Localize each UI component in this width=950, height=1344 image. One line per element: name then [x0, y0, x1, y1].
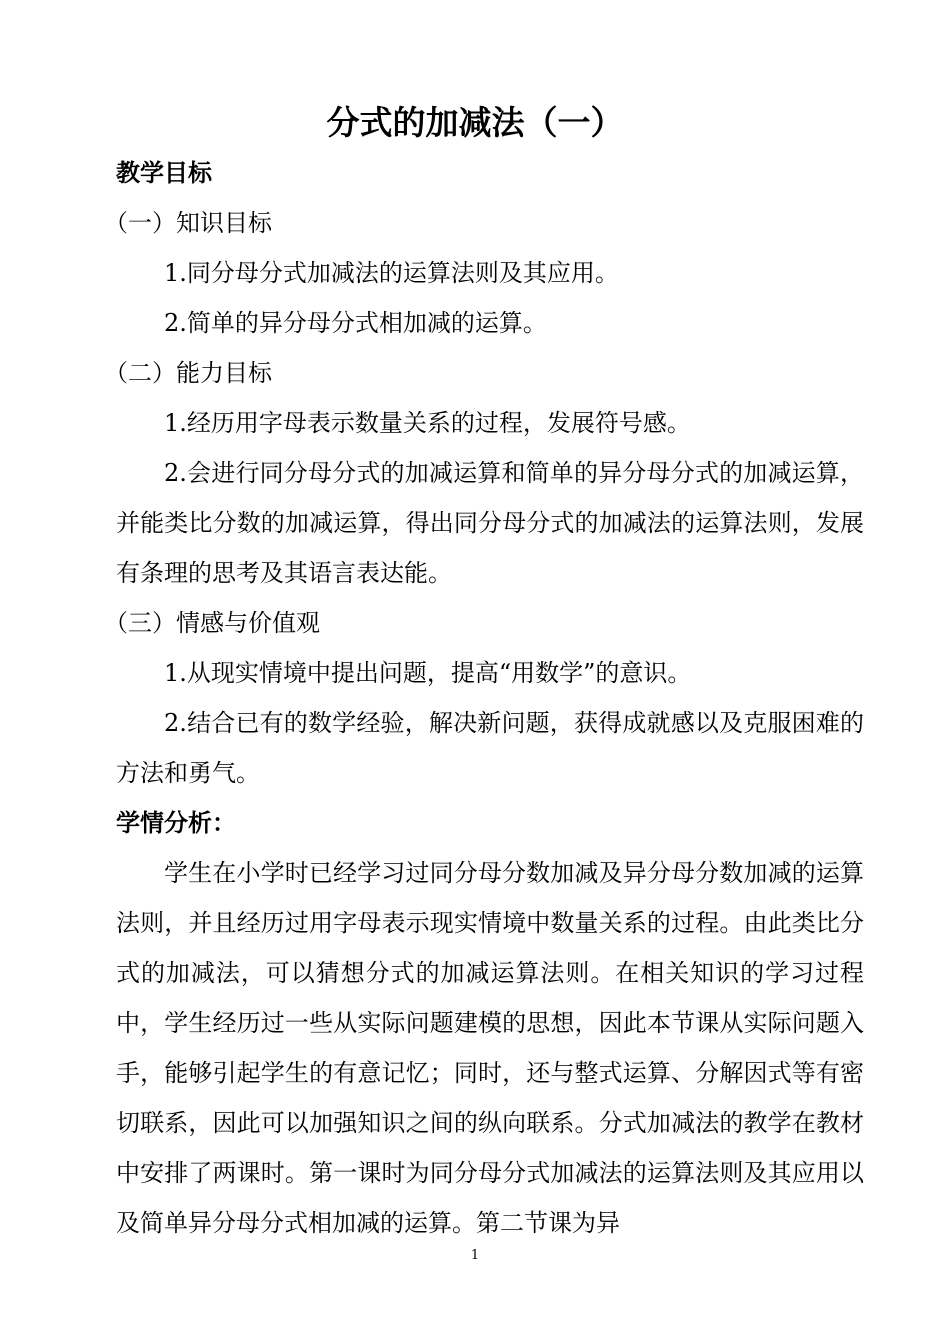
knowledge-heading: （一）知识目标 [104, 209, 272, 237]
objectives-heading: 教学目标 [116, 159, 212, 187]
analysis-heading: 学情分析： [116, 809, 236, 837]
ability-item: 2.会进行同分母分式的加减运算和简单的异分母分式的加减运算，并能类比分数的加减运算，得出同分母分式的加减法的运算法则，发展有条理的思考及其语言表达能。 [116, 459, 864, 587]
emotion-item: 1.从现实情境中提出问题，提高“用数学”的意识。 [164, 659, 692, 687]
page-number: 1 [470, 1248, 480, 1263]
knowledge-item: 1.同分母分式加减法的运算法则及其应用。 [164, 259, 619, 287]
ability-heading: （二）能力目标 [104, 359, 272, 387]
analysis-paragraph: 学生在小学时已经学习过同分母分数加减及异分母分数加减的运算法则，并且经历过用字母表示现实情境中数量关系的过程。由此类比分式的加减法，可以猜想分式的加减运算法则。在相关知识的学习过程中，学生经历过一些从实际问题建模的思想，因此本节课从实际问题入手，能够引起学生的有意记忆；同时，还与整式运算、分解因式等有密切联系，因此可以加强知识之间的纵向联系。分式加减法的教学在教材中安排了两课时。第一课时为同分母分式加减法的运算法则及其应用以及简单异分母分式相加减的运算。第二节课为异 [116, 859, 864, 1237]
knowledge-item: 2.简单的异分母分式相加减的运算。 [164, 309, 547, 337]
document-title: 分式的加减法（一） [326, 103, 624, 142]
document-body [104, 148, 864, 1248]
emotion-item: 2.结合已有的数学经验，解决新问题，获得成就感以及克服困难的方法和勇气。 [116, 709, 864, 787]
ability-item: 1.经历用字母表示数量关系的过程，发展符号感。 [164, 409, 691, 437]
emotion-heading: （三）情感与价值观 [104, 609, 320, 637]
